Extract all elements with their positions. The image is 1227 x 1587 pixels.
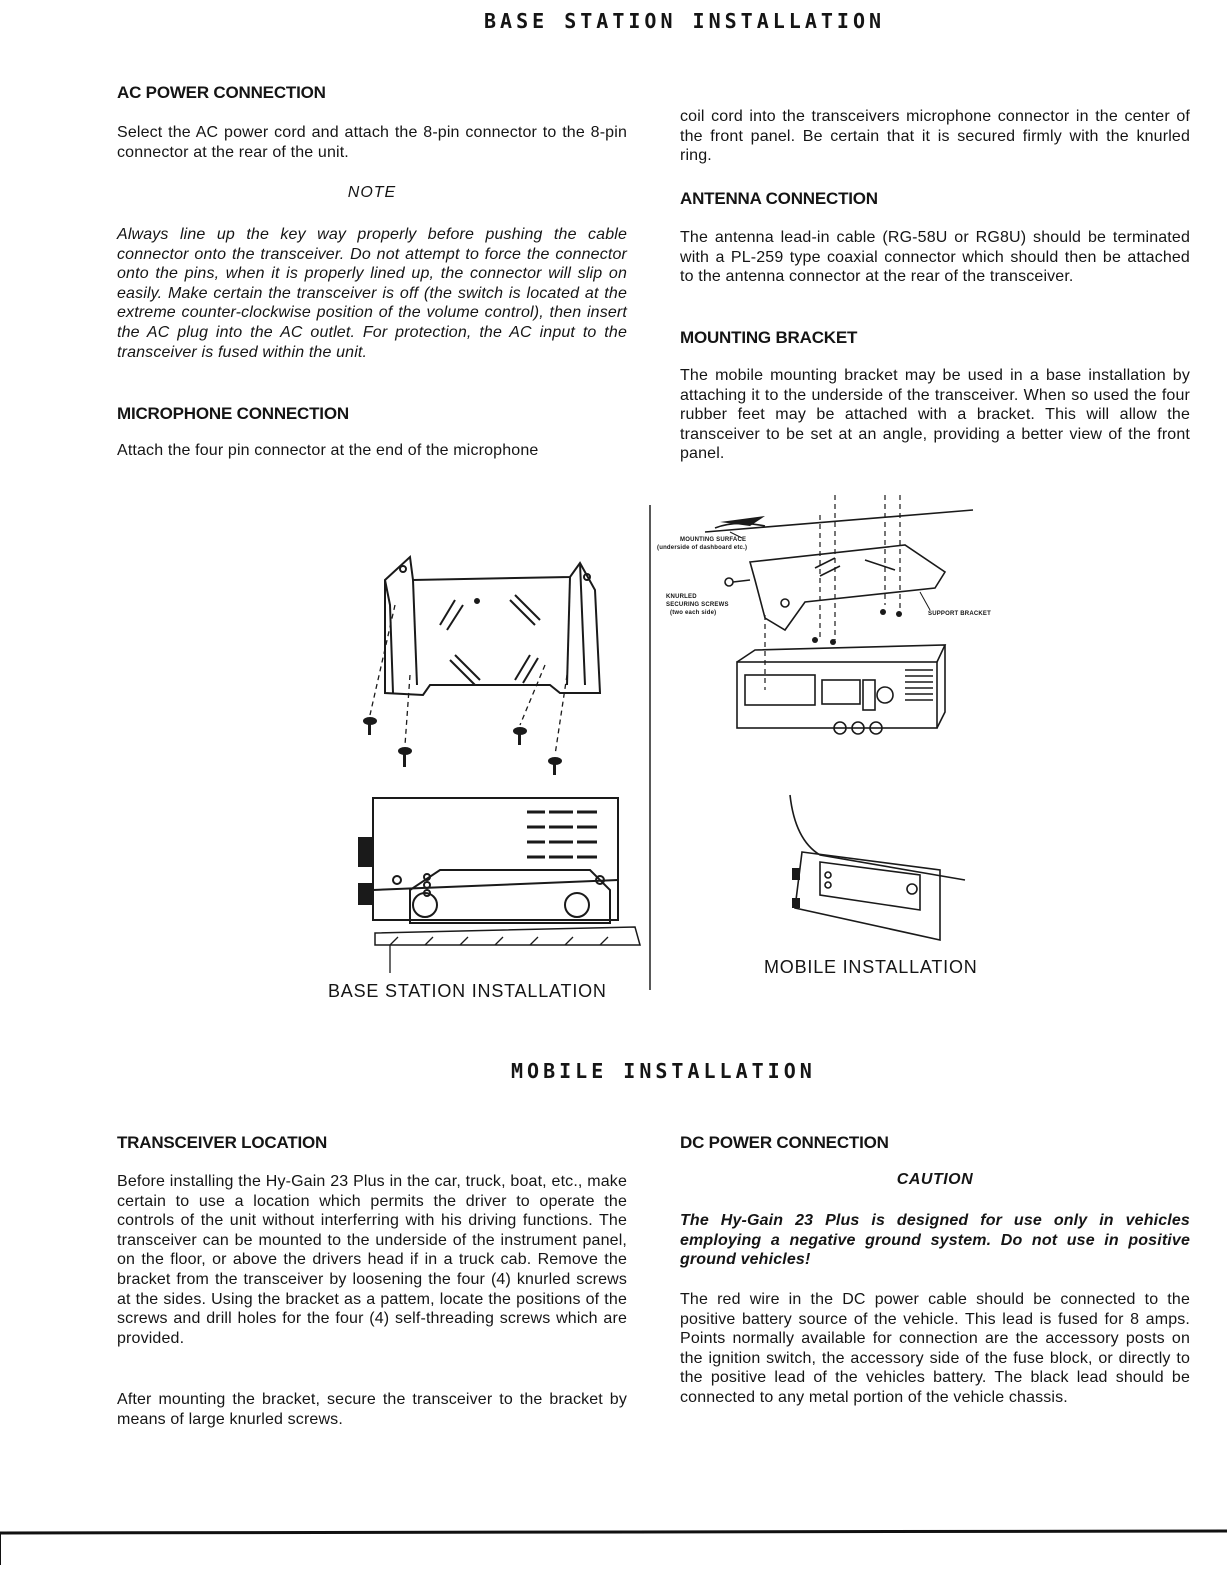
microphone-heading: MICROPHONE CONNECTION <box>117 404 349 423</box>
base-transceiver-illustration <box>355 795 650 975</box>
label-two-each-side: (two each side) <box>670 610 717 616</box>
dc-power-text: The red wire in the DC power cable should be connected to the positive battery source of the vehicle. This lead is fused for 8 amps. Points normally available for connection are the accessory posts on the ignition switch, the accessory side of the fuse block, or directly to the positive lead of the vehicles battery. The black lead should be connected to any metal portion of the vehicle chassis. <box>680 1291 1190 1406</box>
label-knurled: KNURLED <box>666 594 697 600</box>
dc-power-heading: DC POWER CONNECTION <box>680 1133 889 1152</box>
page-title: BASE STATION INSTALLATION <box>484 9 886 33</box>
mobile-hanging-illustration <box>780 790 980 950</box>
bracket-heading: MOUNTING BRACKET <box>680 328 858 347</box>
antenna-text: The antenna lead-in cable (RG-58U or RG8U) should be terminated with a PL-259 type coaxial connector which should then be attached to the antenna connector at the rear of the transceiver. <box>680 229 1190 286</box>
mobile-mounting-illustration <box>655 490 985 760</box>
transceiver-location-heading: TRANSCEIVER LOCATION <box>117 1133 328 1152</box>
antenna-heading: ANTENNA CONNECTION <box>680 189 878 208</box>
microphone-text: Attach the four pin connector at the end of the microphone <box>117 442 539 459</box>
microphone-text-continued: coil cord into the transceivers microphone connector in the center of the front panel. Be certain that it is secured firmly with the knurled ring. <box>680 108 1190 165</box>
base-station-caption: BASE STATION INSTALLATION <box>328 981 607 1001</box>
bottom-rule <box>0 1525 1227 1565</box>
label-securing-screws: SECURING SCREWS <box>666 602 729 608</box>
ac-power-text: Select the AC power cord and attach the 8-pin connector to the 8-pin connector at the rear of the unit. <box>117 124 627 161</box>
label-underside: (underside of dashboard etc.) <box>657 545 748 551</box>
caution-text: The Hy-Gain 23 Plus is designed for use only in vehicles employing a negative ground system. Do not use in positive ground vehicles! <box>680 1212 1190 1269</box>
ac-power-heading: AC POWER CONNECTION <box>117 83 326 102</box>
caution-title: CAUTION <box>896 1171 974 1188</box>
label-mounting-surface: MOUNTING SURFACE <box>680 537 747 543</box>
bracket-text: The mobile mounting bracket may be used in a base installation by attaching it to the underside of the transceiver. When so used the four rubber feet may be attached with a bracket. This will allow the transceiver to be set at an angle, providing a better view of the front panel. <box>680 367 1190 463</box>
transceiver-location-text: Before installing the Hy-Gain 23 Plus in the car, truck, boat, etc., make certain to use a location which permits the driver to operate the controls of the unit without interferring with his driving functions. The transceiver can be mounted to the underside of the instrument panel, on the floor, or above the drivers head if in a truck cab. Remove the bracket from the transceiver by loosening the four (4) knurled screws at the sides. Using the bracket as a pattem, locate the positions of the screws and drill holes for the four (4) self-threading screws which are provided. <box>117 1173 627 1347</box>
bracket-exploded-illustration <box>355 545 605 775</box>
label-support-bracket: SUPPORT BRACKET <box>928 611 992 617</box>
mobile-caption: MOBILE INSTALLATION <box>764 957 978 977</box>
note-text: Always line up the key way properly before pushing the cable connector onto the transceiver. Do not attempt to force the connector onto the pins, when it is properly lined up, the connector will slip on easily. Make certain the transceiver is off (the switch is located at the extreme counter-clockwise position of the volume control), then insert the AC plug into the AC outlet. For protection, the AC input to the transceiver is fused within the unit. <box>117 226 627 361</box>
note-title: NOTE <box>347 184 397 201</box>
transceiver-location-text2: After mounting the bracket, secure the transceiver to the bracket by means of large knurled screws. <box>117 1391 627 1428</box>
mobile-section-title: MOBILE INSTALLATION <box>511 1059 816 1083</box>
